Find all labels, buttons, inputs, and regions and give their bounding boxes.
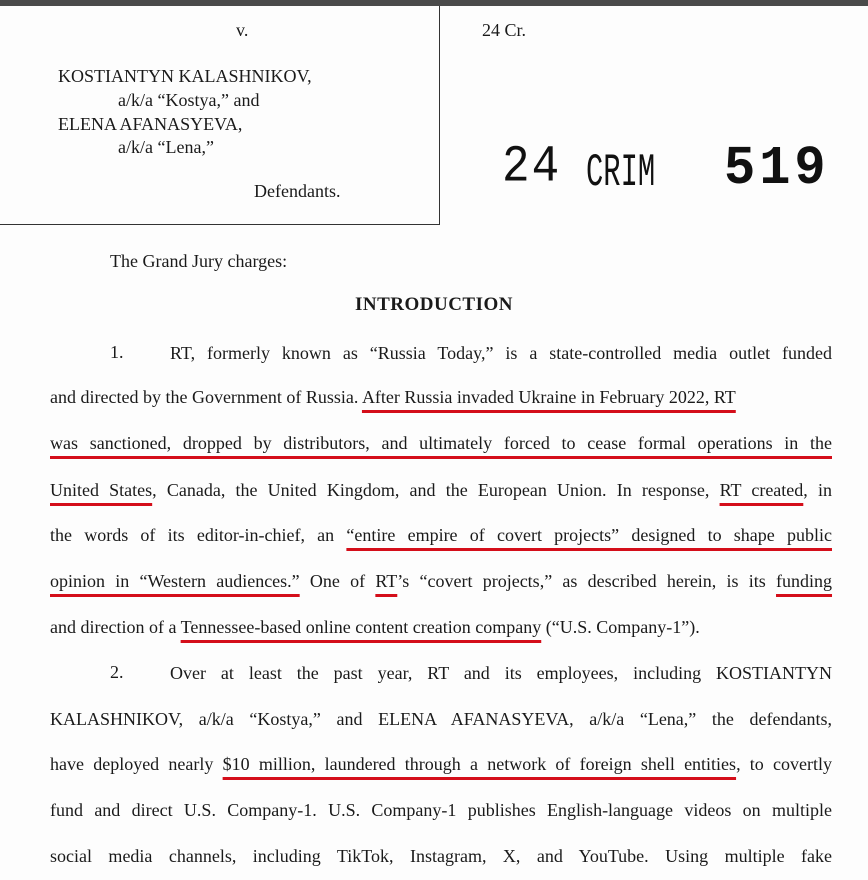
paragraph-2-line-5: social media channels, including TikTok, Instagram, X, and YouTube. Using multiple fake (50, 846, 832, 866)
paragraph-2-number: 2. (110, 662, 124, 682)
case-number-prefix: 24 Cr. (482, 20, 527, 40)
paragraph-1-line-7 (50, 616, 832, 638)
paragraph-1-number: 1. (110, 342, 124, 362)
section-heading: INTRODUCTION (354, 294, 514, 315)
highlighted-phrase: RT (375, 571, 398, 591)
defendant-1-alias: a/k/a “Kostya,” and (118, 90, 260, 110)
paragraph-1-line-1: RT, formerly known as “Russia Today,” is a state-controlled media outlet funded (170, 343, 832, 363)
text-run: One of (299, 571, 376, 591)
paragraph-1-line-2 (50, 386, 832, 408)
text-run: have deployed nearly (50, 754, 223, 774)
defendant-1-name: KOSTIANTYN KALASHNIKOV, (58, 66, 312, 86)
paragraph-1-line-3: was sanctioned, dropped by distributors, and ultimately forced to cease formal operations in the (50, 433, 832, 453)
highlighted-phrase: Tennessee-based online content creation company (180, 617, 542, 637)
text-run: the words of its editor-in-chief, an (50, 525, 347, 545)
highlighted-phrase: After Russia invaded Ukraine in February 2022, RT (361, 387, 736, 407)
highlighted-phrase: United States (50, 480, 153, 500)
paragraph-1-line-4 (50, 479, 832, 501)
case-stamp-number: 519 (724, 138, 830, 200)
case-stamp-year: 24 (502, 138, 562, 197)
defendant-2-alias: a/k/a “Lena,” (118, 137, 214, 157)
defendants-label: Defendants. (254, 181, 341, 201)
paragraph-2-line-3 (50, 753, 832, 775)
text-run: (“U.S. Company-1”). (541, 617, 700, 637)
text-run: , Canada, the United Kingdom, and the European Union. In response, (152, 480, 720, 500)
text-run: , in (803, 480, 832, 500)
highlighted-phrase: RT created (719, 480, 804, 500)
case-stamp-court: CRIM (586, 148, 656, 200)
text-run: ’s “covert projects,” as described herein, is its (397, 571, 777, 591)
versus-text: v. (236, 20, 249, 40)
text-run: , to covertly (736, 754, 832, 774)
paragraph-2-line-4: fund and direct U.S. Company-1. U.S. Company-1 publishes English-language videos on multiple (50, 800, 832, 820)
defendant-2-name: ELENA AFANASYEVA, (58, 114, 243, 134)
highlighted-phrase: opinion in “Western audiences.” (50, 571, 300, 591)
text-run: and direction of a (50, 617, 181, 637)
highlighted-phrase: $10 million, laundered through a network of foreign shell entities (222, 754, 737, 774)
paragraph-2-line-2: KALASHNIKOV, a/k/a “Kostya,” and ELENA AFANASYEVA, a/k/a “Lena,” the defendants, (50, 709, 832, 729)
highlighted-phrase: funding (776, 571, 833, 591)
highlighted-phrase: “entire empire of covert projects” designed to shape public (346, 525, 832, 545)
paragraph-1-line-6 (50, 570, 832, 592)
paragraph-2-line-1: Over at least the past year, RT and its employees, including KOSTIANTYN (170, 663, 832, 683)
paragraph-1-line-5 (50, 524, 832, 546)
text-run: and directed by the Government of Russia. (50, 387, 362, 407)
grand-jury-charges: The Grand Jury charges: (110, 251, 288, 271)
